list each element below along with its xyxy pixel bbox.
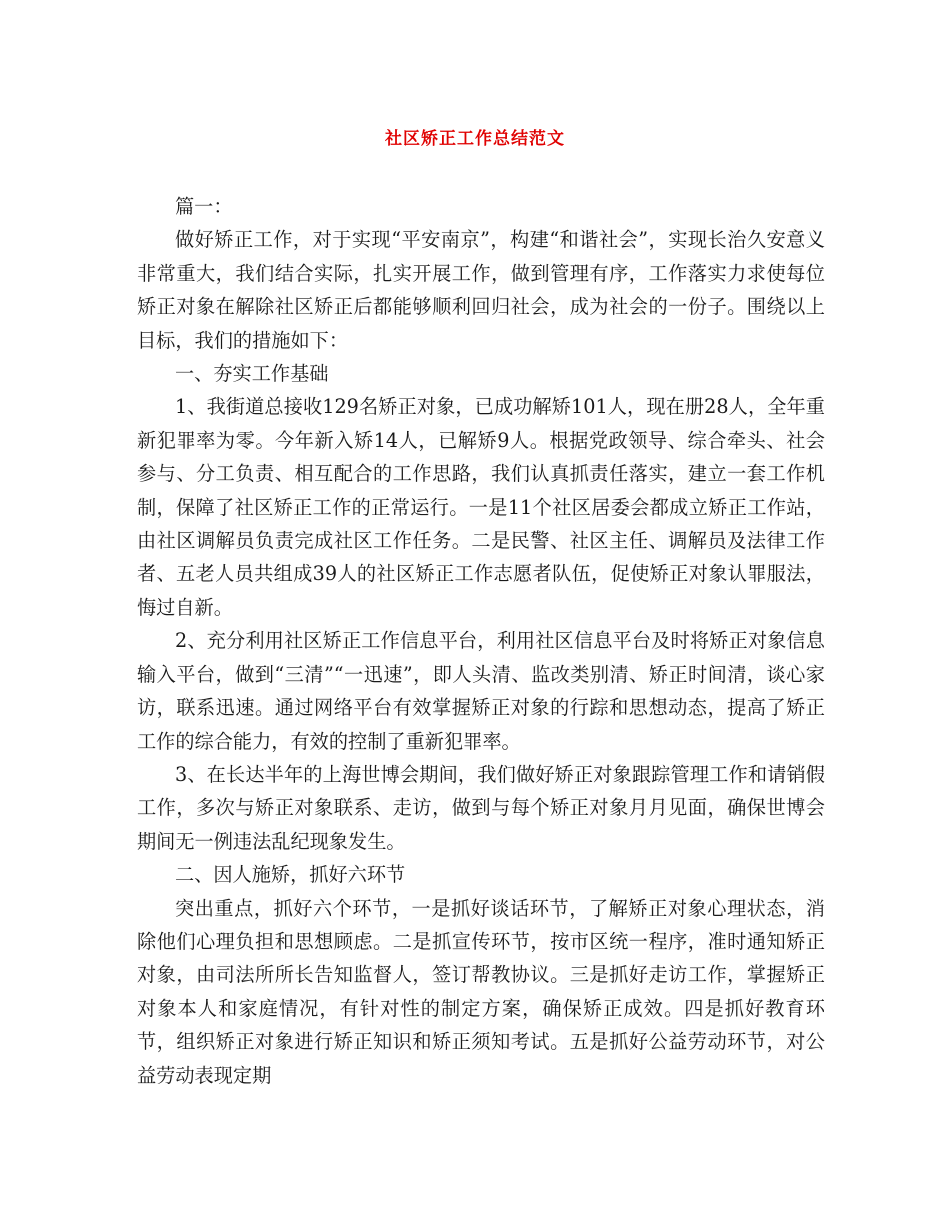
paragraph-item-2: 2、充分利用社区矫正工作信息平台，利用社区信息平台及时将矫正对象信息输入平台，做到“三清”“一迅速”，即人头清、监改类别清、矫正时间清，谈心家访，联系迅速。通过网络平台有效掌握矫正对象的行踪和思想动态，提高了矫正工作的综合能力，有效的控制了重新犯罪率。	[137, 629, 825, 753]
paragraph-six-steps: 突出重点，抓好六个环节，一是抓好谈话环节，了解矫正对象心理状态，消除他们心理负担和思想顾虑。二是抓宣传环节，按市区统一程序，准时通知矫正对象，由司法所所长告知监督人，签订帮教协议。三是抓好走访工作，掌握矫正对象本人和家庭情况，有针对性的制定方案，确保矫正成效。四是抓好教育环节，组织矫正对象进行矫正知识和矫正须知考试。五是抓好公益劳动环节，对公益劳动表现定期	[137, 896, 825, 1087]
paragraph-item-1: 1、我街道总接收129名矫正对象，已成功解矫101人，现在册28人，全年重新犯罪率为零。今年新入矫14人，已解矫9人。根据党政领导、综合牵头、社会参与、分工负责、相互配合的工作思路，我们认真抓责任落实，建立一套工作机制，保障了社区矫正工作的正常运行。一是11个社区居委会都成立矫正工作站，由社区调解员负责完成社区工作任务。二是民警、社区主任、调解员及法律工作者、五老人员共组成39人的社区矫正工作志愿者队伍，促使矫正对象认罪服法，悔过自新。	[137, 395, 825, 619]
heading-section-one: 一、夯实工作基础	[175, 362, 329, 386]
heading-section-two: 二、因人施矫，抓好六环节	[175, 863, 406, 887]
section-label-part-one: 篇一：	[175, 195, 233, 218]
document-title: 社区矫正工作总结范文	[385, 129, 565, 149]
intro-paragraph: 做好矫正工作，对于实现“平安南京”，构建“和谐社会”，实现长治久安意义非常重大，我们结合实际，扎实开展工作，做到管理有序，工作落实力求使每位矫正对象在解除社区矫正后都能够顺利回归社会，成为社会的一份子。围绕以上目标，我们的措施如下：	[137, 228, 825, 352]
paragraph-item-3: 3、在长达半年的上海世博会期间，我们做好矫正对象跟踪管理工作和请销假工作，多次与矫正对象联系、走访，做到与每个矫正对象月月见面，确保世博会期间无一例违法乱纪现象发生。	[137, 762, 825, 853]
document-body	[137, 190, 825, 1092]
